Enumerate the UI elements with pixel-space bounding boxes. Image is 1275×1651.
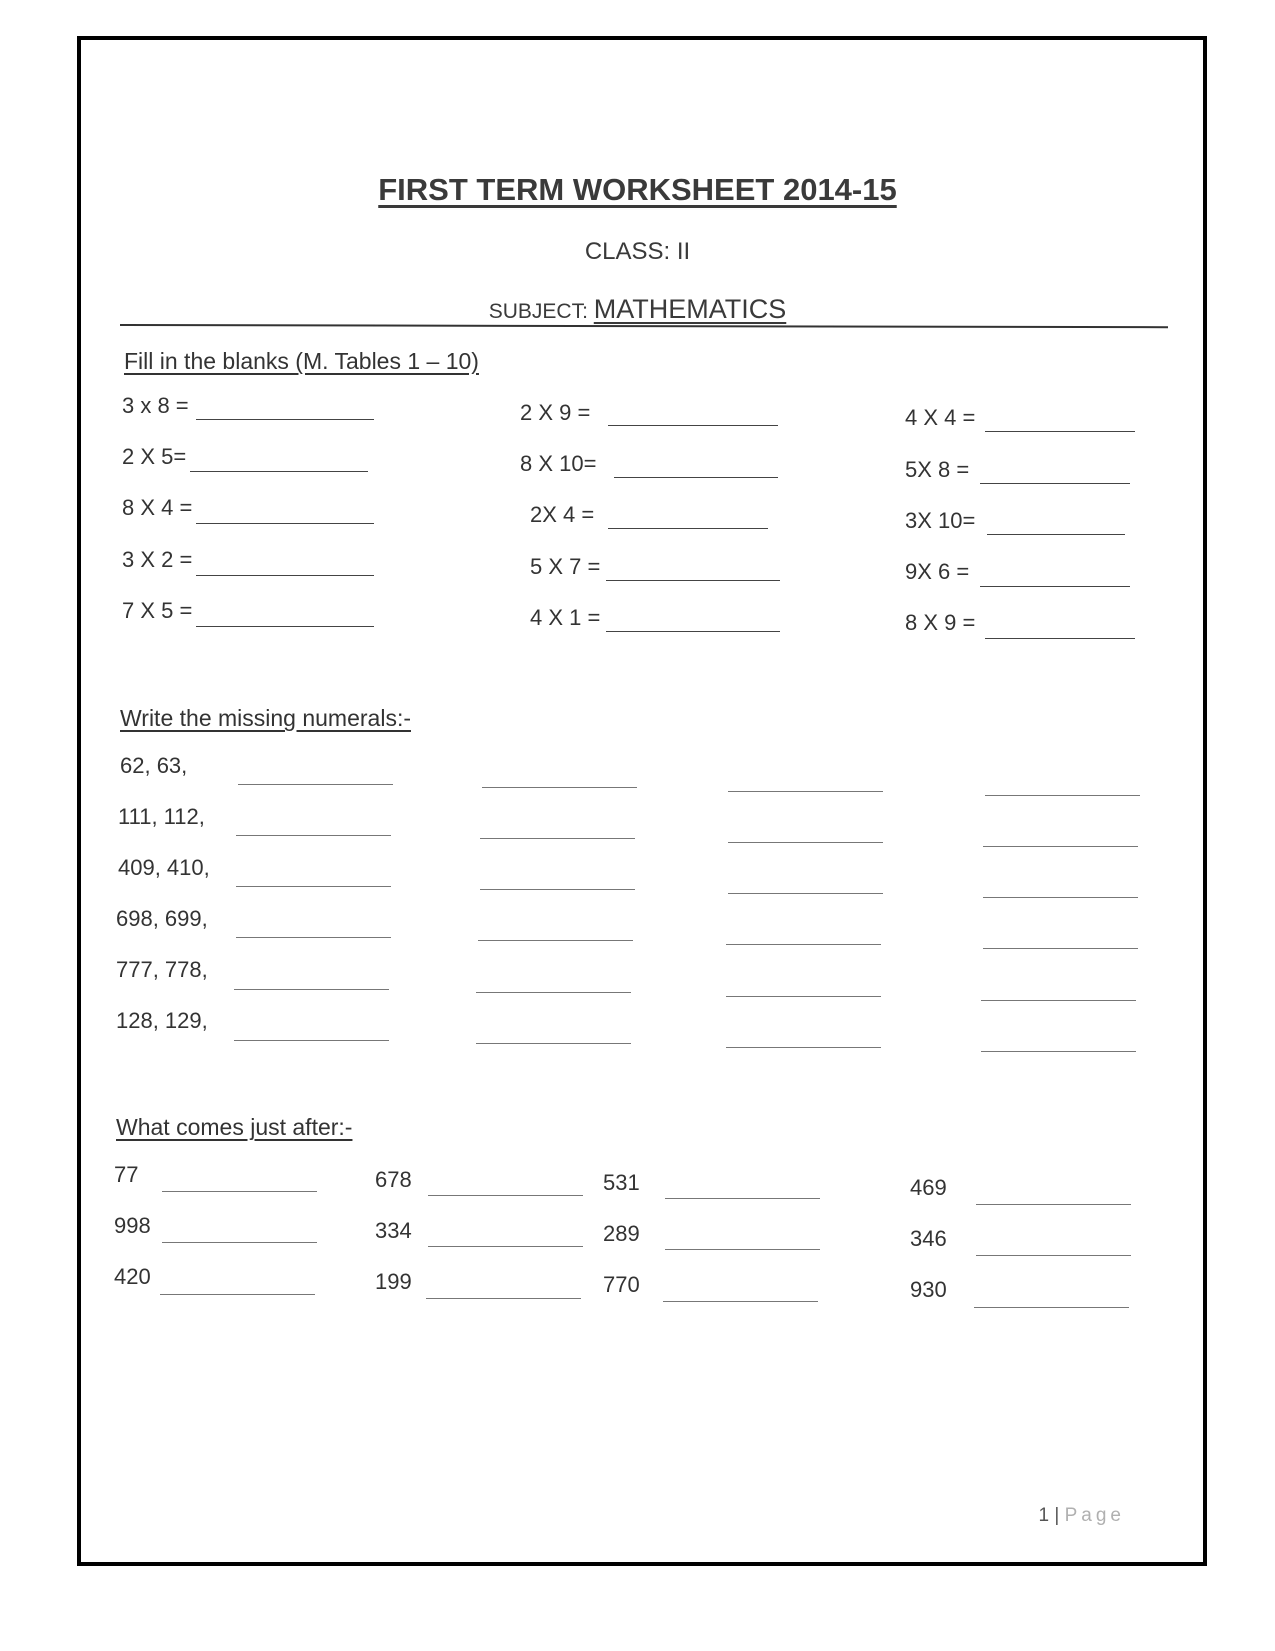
fill-item: 2 X 5= (122, 444, 187, 469)
numeral-row-start: 777, 778, (116, 957, 208, 982)
just-after-blank[interactable] (160, 1294, 315, 1295)
fill-item: 4 X 1 = (530, 605, 601, 630)
just-after-blank[interactable] (162, 1191, 317, 1192)
numeral-row-start: 128, 129, (116, 1008, 208, 1033)
class-line: CLASS: II (584, 238, 691, 265)
numeral-blank[interactable] (480, 838, 635, 839)
numeral-blank[interactable] (236, 937, 391, 938)
page-number: 1 (1038, 1505, 1050, 1526)
numeral-blank[interactable] (983, 897, 1138, 898)
just-after-number: 77 (114, 1162, 139, 1187)
just-after-number: 531 (603, 1170, 640, 1195)
numeral-blank[interactable] (983, 846, 1138, 847)
page-label: Page (1064, 1505, 1125, 1526)
just-after-blank[interactable] (665, 1249, 820, 1250)
just-after-number: 334 (375, 1218, 412, 1243)
answer-blank[interactable] (196, 575, 374, 576)
just-after-blank[interactable] (426, 1298, 581, 1299)
answer-blank[interactable] (196, 626, 374, 627)
answer-blank[interactable] (196, 419, 374, 420)
fill-item: 3 X 2 = (122, 547, 193, 572)
answer-blank[interactable] (985, 431, 1135, 432)
numeral-blank[interactable] (981, 1051, 1136, 1052)
fill-item: 3X 10= (905, 508, 976, 533)
fill-item: 2X 4 = (530, 502, 595, 527)
just-after-blank[interactable] (428, 1246, 583, 1247)
just-after-number: 770 (603, 1272, 640, 1297)
subject-line (0, 294, 1275, 325)
just-after-blank[interactable] (665, 1198, 820, 1199)
answer-blank[interactable] (608, 425, 778, 426)
fill-item: 9X 6 = (905, 559, 970, 584)
numeral-blank[interactable] (236, 835, 391, 836)
answer-blank[interactable] (980, 586, 1130, 587)
answer-blank[interactable] (987, 534, 1125, 535)
numeral-blank[interactable] (234, 1040, 389, 1041)
answer-blank[interactable] (608, 528, 768, 529)
just-after-number: 289 (603, 1221, 640, 1246)
numeral-blank[interactable] (238, 784, 393, 785)
answer-blank[interactable] (980, 483, 1130, 484)
just-after-number: 469 (910, 1175, 947, 1200)
just-after-number: 930 (910, 1277, 947, 1302)
numeral-blank[interactable] (728, 842, 883, 843)
fill-item: 3 x 8 = (122, 393, 189, 418)
just-after-blank[interactable] (976, 1255, 1131, 1256)
just-after-blank[interactable] (974, 1307, 1129, 1308)
answer-blank[interactable] (614, 477, 778, 478)
fill-item: 7 X 5 = (122, 598, 193, 623)
numeral-row-start: 409, 410, (118, 855, 210, 880)
numeral-blank[interactable] (480, 889, 635, 890)
missing-numerals-heading: Write the missing numerals:- (120, 705, 411, 731)
just-after-blank[interactable] (428, 1195, 583, 1196)
numeral-row-start: 111, 112, (118, 804, 205, 829)
numeral-row-start: 698, 699, (116, 906, 208, 931)
numeral-blank[interactable] (234, 989, 389, 990)
numeral-blank[interactable] (981, 1000, 1136, 1001)
answer-blank[interactable] (606, 580, 780, 581)
fill-item: 2 X 9 = (520, 400, 591, 425)
numeral-blank[interactable] (985, 795, 1140, 796)
footer-separator: | (1054, 1505, 1060, 1526)
just-after-number: 199 (375, 1269, 412, 1294)
answer-blank[interactable] (196, 523, 374, 524)
answer-blank[interactable] (190, 471, 368, 472)
just-after-blank[interactable] (663, 1301, 818, 1302)
numeral-blank[interactable] (236, 886, 391, 887)
page-footer (1039, 1505, 1125, 1527)
just-after-number: 678 (375, 1167, 412, 1192)
answer-blank[interactable] (606, 631, 780, 632)
numeral-blank[interactable] (482, 787, 637, 788)
subject-label: SUBJECT: (488, 300, 588, 323)
fill-item: 5X 8 = (905, 457, 970, 482)
numeral-blank[interactable] (726, 1047, 881, 1048)
just-after-blank[interactable] (162, 1242, 317, 1243)
just-after-number: 346 (910, 1226, 947, 1251)
numeral-blank[interactable] (478, 940, 633, 941)
numeral-blank[interactable] (726, 944, 881, 945)
just-after-number: 998 (114, 1213, 151, 1238)
numeral-blank[interactable] (728, 893, 883, 894)
fill-item: 8 X 10= (520, 451, 597, 476)
worksheet-title: FIRST TERM WORKSHEET 2014-15 (378, 172, 897, 207)
numeral-blank[interactable] (476, 992, 631, 993)
numeral-row-start: 62, 63, (120, 753, 188, 778)
fill-item: 8 X 4 = (122, 495, 193, 520)
fill-item: 4 X 4 = (905, 405, 976, 430)
fill-blanks-heading: Fill in the blanks (M. Tables 1 – 10) (124, 348, 479, 374)
just-after-number: 420 (114, 1264, 151, 1289)
numeral-blank[interactable] (726, 996, 881, 997)
fill-item: 5 X 7 = (530, 554, 601, 579)
just-after-heading: What comes just after:- (116, 1114, 353, 1140)
numeral-blank[interactable] (728, 791, 883, 792)
numeral-blank[interactable] (983, 948, 1138, 949)
fill-item: 8 X 9 = (905, 610, 976, 635)
numeral-blank[interactable] (476, 1043, 631, 1044)
answer-blank[interactable] (985, 638, 1135, 639)
just-after-blank[interactable] (976, 1204, 1131, 1205)
subject-value: MATHEMATICS (593, 294, 787, 324)
